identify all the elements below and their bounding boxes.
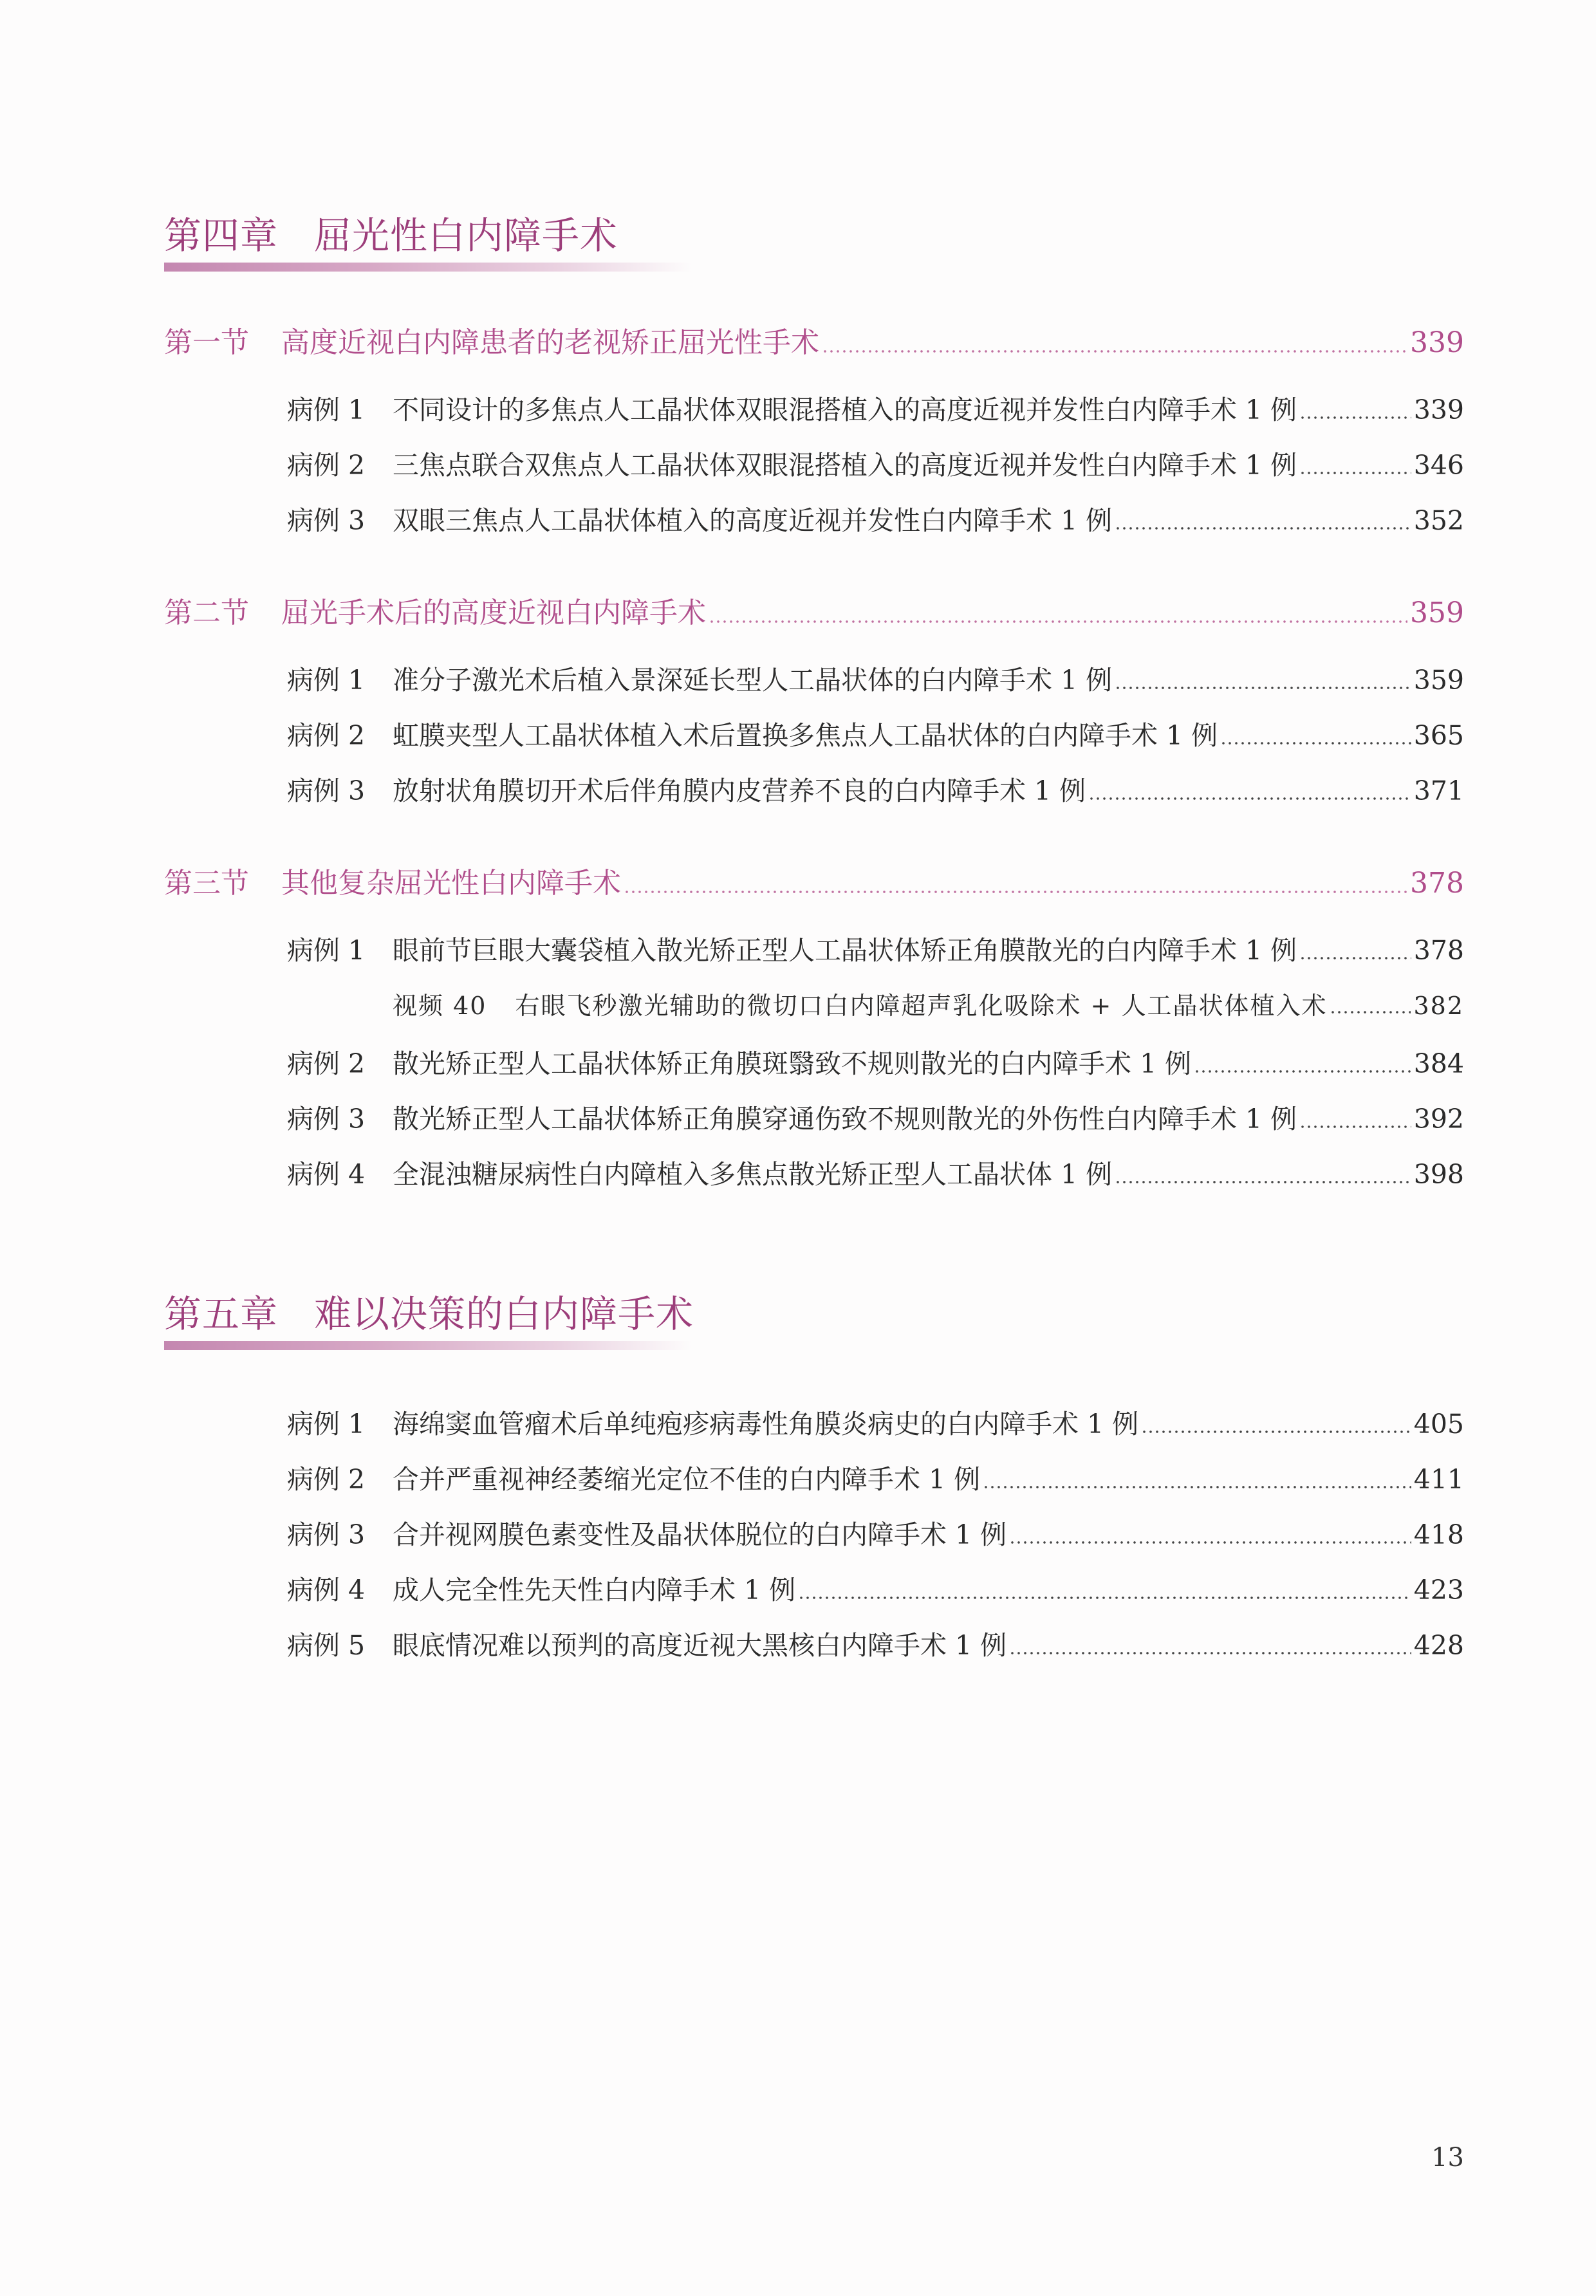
dot-leader [709,620,1407,623]
case-label: 病例 3 [287,1104,366,1134]
page-ref: 428 [1413,1630,1464,1661]
toc-case-entry[interactable] [287,389,1464,427]
toc-section-entry[interactable] [164,860,1464,901]
toc-section-entry[interactable] [164,589,1464,631]
section-number: 第二节 [164,597,249,629]
case-title: 成人完全性先天性白内障手术 1 例 [393,1575,796,1606]
page-ref: 398 [1413,1159,1464,1190]
case-title: 合并严重视神经萎缩光定位不佳的白内障手术 1 例 [393,1464,981,1495]
case-title: 全混浊糖尿病性白内障植入多焦点散光矫正型人工晶状体 1 例 [393,1159,1113,1190]
toc-case-entry[interactable] [287,1514,1464,1551]
case-label: 病例 2 [287,450,366,481]
page-ref: 392 [1413,1104,1464,1134]
dot-leader [1299,416,1411,419]
toc-case-entry[interactable] [287,714,1464,752]
case-label: 病例 1 [287,1409,366,1440]
case-label: 病例 2 [287,1048,366,1079]
dot-leader [1009,1652,1411,1654]
case-label: 病例 1 [287,935,366,966]
toc-case-entry[interactable] [287,929,1464,967]
toc-case-entry[interactable] [287,1458,1464,1496]
section-number: 第三节 [164,867,249,900]
dot-leader [624,891,1407,893]
chapter-heading [164,212,692,272]
page-ref: 339 [1413,394,1464,425]
toc-case-entry[interactable] [287,1153,1464,1191]
case-label: 病例 1 [287,665,366,696]
chapter-number: 第四章 [164,214,279,257]
toc-case-entry[interactable] [287,1403,1464,1441]
dot-leader [1141,1430,1411,1433]
dot-leader [1115,527,1411,530]
dot-leader [1194,1070,1411,1073]
section-number: 第一节 [164,326,249,359]
case-title: 放射状角膜切开术后伴角膜内皮营养不良的白内障手术 1 例 [393,775,1086,806]
case-title: 虹膜夹型人工晶状体植入术后置换多焦点人工晶状体的白内障手术 1 例 [393,720,1218,751]
toc-case-entry[interactable] [287,659,1464,697]
page-ref: 382 [1413,992,1464,1020]
case-label: 病例 3 [287,1519,366,1550]
chapter-title: 难以决策的白内障手术 [314,1292,694,1336]
dot-leader [822,350,1407,353]
page-ref: 365 [1413,720,1464,751]
case-label: 病例 3 [287,505,366,536]
case-title: 准分子激光术后植入景深延长型人工晶状体的白内障手术 1 例 [393,665,1113,696]
dot-leader [1299,472,1411,474]
page-ref: 359 [1410,597,1464,629]
page-ref: 411 [1413,1464,1464,1495]
case-label: 病例 1 [287,394,366,425]
dot-leader [1330,1011,1411,1014]
dot-leader [1088,797,1411,800]
chapter-heading [164,1291,692,1350]
case-title: 双眼三焦点人工晶状体植入的高度近视并发性白内障手术 1 例 [393,505,1113,536]
case-label: 病例 4 [287,1575,366,1606]
case-title: 眼前节巨眼大囊袋植入散光矫正型人工晶状体矫正角膜散光的白内障手术 1 例 [393,935,1297,966]
page-ref: 418 [1413,1519,1464,1550]
dot-leader [798,1597,1411,1599]
case-label: 病例 2 [287,720,366,751]
dot-leader [1220,742,1411,745]
chapter-number: 第五章 [164,1292,279,1336]
case-title: 眼底情况难以预判的高度近视大黑核白内障手术 1 例 [393,1630,1007,1661]
case-title: 不同设计的多焦点人工晶状体双眼混搭植入的高度近视并发性白内障手术 1 例 [393,394,1297,425]
chapter-underline-bar [164,1341,692,1350]
page-ref: 346 [1413,450,1464,481]
section-title: 高度近视白内障患者的老视矫正屈光性手术 [281,326,819,359]
toc-case-entry[interactable] [287,444,1464,482]
page-ref: 359 [1413,665,1464,696]
chapter-title: 屈光性白内障手术 [314,214,618,257]
case-label: 病例 5 [287,1630,366,1661]
chapter-underline-bar [164,263,692,272]
section-title: 屈光手术后的高度近视白内障手术 [281,597,706,629]
dot-leader [1115,1181,1411,1183]
case-title: 三焦点联合双焦点人工晶状体双眼混搭植入的高度近视并发性白内障手术 1 例 [393,450,1297,481]
page-ref: 384 [1413,1048,1464,1079]
dot-leader [1299,1125,1411,1128]
case-label: 病例 4 [287,1159,366,1190]
toc-case-entry[interactable] [287,1042,1464,1080]
toc-video-entry[interactable] [393,986,1464,1021]
page-ref: 423 [1413,1575,1464,1606]
video-title: 右眼飞秒激光辅助的微切口白内障超声乳化吸除术 + 人工晶状体植入术 [515,992,1328,1020]
dot-leader [983,1486,1411,1488]
case-title: 海绵窦血管瘤术后单纯疱疹病毒性角膜炎病史的白内障手术 1 例 [393,1409,1139,1440]
dot-leader [1009,1541,1411,1544]
toc-section-entry[interactable] [164,319,1464,360]
toc-case-entry[interactable] [287,1569,1464,1607]
case-title: 合并视网膜色素变性及晶状体脱位的白内障手术 1 例 [393,1519,1007,1550]
dot-leader [1115,687,1411,689]
case-title: 散光矫正型人工晶状体矫正角膜穿通伤致不规则散光的外伤性白内障手术 1 例 [393,1104,1297,1134]
page-ref: 371 [1413,775,1464,806]
case-label: 病例 2 [287,1464,366,1495]
page-ref: 352 [1413,505,1464,536]
toc-case-entry[interactable] [287,1098,1464,1136]
page-ref: 405 [1413,1409,1464,1440]
page-ref: 339 [1410,326,1464,359]
page-ref: 378 [1413,935,1464,966]
video-label: 视频 40 [393,992,487,1020]
toc-case-entry[interactable] [287,770,1464,808]
toc-case-entry[interactable] [287,499,1464,537]
case-label: 病例 3 [287,775,366,806]
dot-leader [1299,957,1411,959]
page-number: 13 [1431,2143,1464,2172]
page-ref: 378 [1410,867,1464,900]
toc-case-entry[interactable] [287,1624,1464,1662]
section-title: 其他复杂屈光性白内障手术 [281,867,621,900]
case-title: 散光矫正型人工晶状体矫正角膜斑翳致不规则散光的白内障手术 1 例 [393,1048,1192,1079]
